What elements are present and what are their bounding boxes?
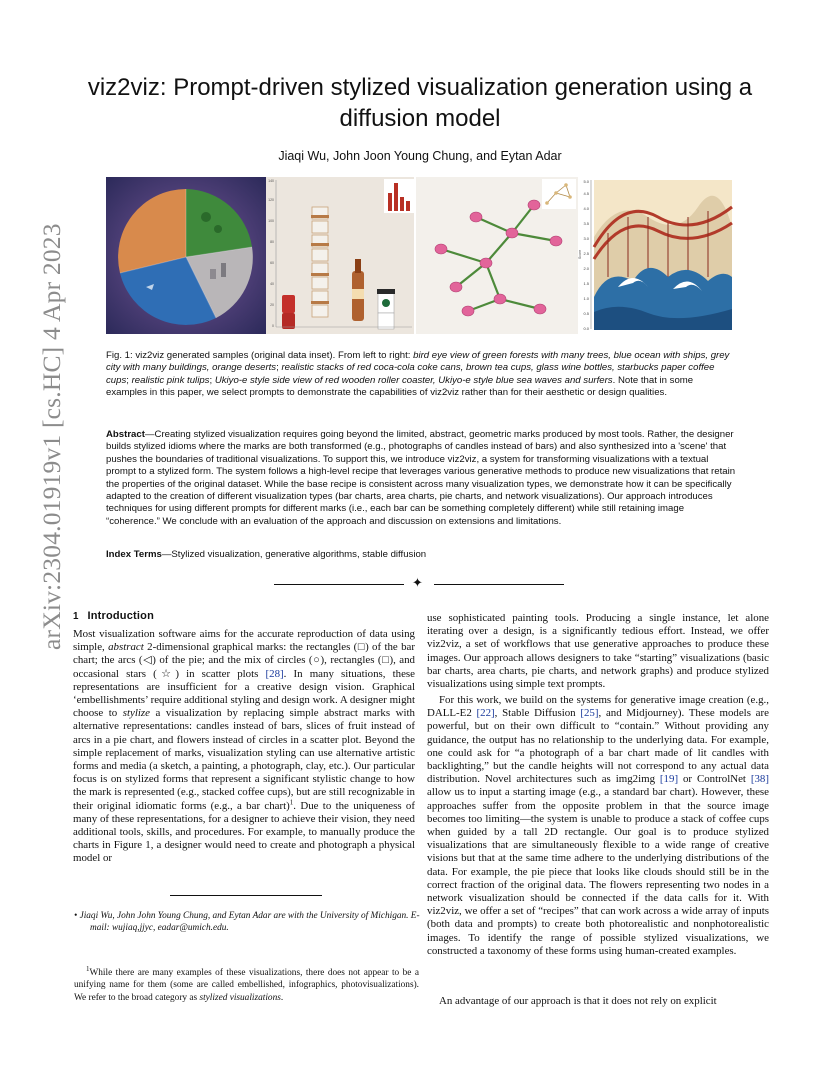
axis-tick: 4.5 [583,191,589,196]
citation-link[interactable]: [28] [265,667,284,680]
figure-panel-area [578,177,734,334]
figure-caption: Fig. 1: viz2viz generated samples (original data inset). From left to right: bird eye view of green forests with many trees, blue ocean with ships, grey city with many buildings, orange deserts; realistic stacks of red coca-cola coke cans, brown tea cups, glass wine bottles, starbucks paper coffee cups; realistic pink tulips; Ukiyo-e style side view of red wooden roller coaster, Ukiyo-e style blue sea waves and surfers. Note that in some examples in this paper, we select prompts to demonstrate the capabilities of viz2viz rather than for their aesthetic or design qualities. [106,350,730,399]
separator-line-right [434,584,564,585]
citation-link[interactable]: [38] [750,773,769,786]
index-terms-text: —Stylized visualization, generative algorithms, stable diffusion [161,549,427,560]
ukiyoe-area-illustration [578,177,734,334]
axis-tick: 0.0 [583,326,589,331]
citation-link[interactable]: [19] [659,773,679,786]
axis-tick: 60 [270,261,274,265]
axis-tick: 2.0 [583,266,589,271]
figure-panel-pie [106,177,266,334]
separator-line-left [274,584,404,585]
axis-tick: 100 [268,219,274,223]
axis-tick: 2.5 [583,251,589,256]
affiliation-note: • Jiaqi Wu, John John Young Chung, and Eytan Adar are with the University of Michigan. E-mail: wujiaq,jjyc, eadar@umich.edu. [74,911,420,934]
pie-illustration [106,177,266,334]
section-heading: 1 Introduction [73,610,154,622]
index-terms-label: Index Terms [106,549,162,560]
paper-authors: Jiaqi Wu, John Joon Young Chung, and Eytan Adar [278,149,562,163]
axis-tick: 3.5 [583,221,589,226]
axis-tick: 4.0 [583,206,589,211]
separator-star-icon: ✦ [412,576,423,591]
intro-paragraph-right-3: An advantage of our approach is that it does not rely on explicit [439,995,717,1007]
intro-paragraph-right-1: use sophisticated painting tools. Producing a single instance, let alone iterating over a design, is a significantly tedious effort. Instead, we offer viz2viz, a set of workflows that use generative approaches to produce these images. Our approach allows designers to take “starting” visualizations (basic bar charts, area charts, pie charts, and network graphs) and produce stylized visualizations using simple text prompts. [427,612,769,691]
axis-tick: 20 [270,303,274,307]
axis-tick: 1.0 [583,296,589,301]
footnote: $^1$While there are many examples of these visualizations, there does not appear to be a unifying name for them (some are called embellished, infographics, photovisualizations). We refer to the broad category as stylized visualizations. [74,964,419,1003]
axis-tick: 5.0 [583,179,589,184]
abstract-label: Abstract [106,429,145,440]
section-separator [274,578,564,592]
axis-tick: 3.0 [583,236,589,241]
axis-tick: 80 [270,240,274,244]
axis-tick: 40 [270,282,274,286]
figure-panel-network [416,177,578,334]
abstract-text: —Creating stylized visualization requires going beyond the limited, abstract, geometric marks produced by most tools. Rather, the designer builds stylized idioms where the marks are both transformed (e.g., photographs of candles instead of bars) and also synthesized into a 'scene' that pushes the boundaries of traditional visualizations. To support this, we introduce viz2viz, a system for transforming visualizations with a textual prompt to a stylized form. The system follows a high-level recipe that leverages various generative methods to produce new visualizations that retain the properties of the original dataset. While the base recipe is consistent across many visualization types, we demonstrate how it can be specifically adapted to the creation of different visualization types (bar charts, area charts, pie charts, and network visualizations). Our approach introduces techniques for using different prompts for different marks (i.e., each bar can be something completely different) while still retaining image “coherence.” We conclude with an evaluation of the approach and discussion on extensions and limitations. [106,429,736,527]
axis-tick: 0.5 [583,311,589,316]
axis-tick: 0 [272,324,274,328]
intro-paragraph-right-2: For this work, we build on the systems for generative image creation (e.g., DALL-E2 [22], Stable Diffusion [25], and Midjourney). These models are powerful, but on their own difficult to “contain.” Without providing any guidance, the output has no relationship to the underlying data. For example, one could ask for “a photograph of a bar chart made of lit candles with backlighting,” but the candle heights will not correspond to any actual data distribution. Novel architectures such as img2img [19] or ControlNet [38] allow us to input a starting image (e.g., a standard bar chart). However, these approaches suffer from the opposite problem in that the source image becomes too limiting—the system is unable to produce a stack of coffee cups when guided by a tall 2D rectangle. Our goal is to produce stylized visualizations that are simultaneously flexible to a wide range of creative visions but that at the same time adhere to the underlying distributions of the data. For example, the pie piece that looks like clouds should still be in the correct fraction of the original data. The flowers representing two nodes in a network visualization should be connected if the data calls for it. With viz2viz, we offer a set of “recipes” that can work across a wide array of inputs (both data and prompts) to create both photorealistic and nonphotorealistic images. To identify the range of possible stylized visualizations, we constructed a taxonomy of these forms using human-created examples. [427,694,769,957]
citation-link[interactable]: [22] [476,707,495,720]
footnote-rule [170,895,322,896]
index-terms [106,549,736,561]
arxiv-identifier-stamp: arXiv:2304.01919v1 [cs.HC] 4 Apr 2023 [37,223,66,650]
axis-tick: 120 [268,198,274,202]
axis-label: Score [578,249,582,259]
teaser-figure [106,177,734,334]
axis-tick: 140 [268,179,274,183]
citation-link[interactable]: [25] [580,707,599,720]
intro-paragraph-left: Most visualization software aims for the accurate reproduction of data using simple, abstract 2-dimensional graphical marks: the rectangles (□) of the bar chart; the arcs (◁) of the pie; and the mix of circles (○), rectangles (□), and occasional stars (☆) in scatter plots [28]. In many situations, these representations are insufficient for a creative design vision. Graphical ‘embellishments’ require additional styling and design work. A designer might choose to stylize a visualization by replacing simple abstract marks with alternative representations: candles instead of bars, slices of fruit instead of arcs in a pie chart, and flowers instead of circles in a scatter plot. Beyond the simple replacement of marks, visualization styling can use alternative artistic forms and media (a sketch, a painting, a photograph, clay, etc.). Our particular focus is on stylized forms that represent a significant stylistic change to how the mark is represented (e.g., stacked coffee cups), but are still recognizable in their original idiomatic forms (e.g., a bar chart)$^1$. Due to the uniqueness of many of these representations, for a designer to achieve their vision, they need additional tools, skills, and procedures. For example, to manually produce the charts in Figure 1, a designer would need to create and photograph a physical model or [73,628,415,865]
axis-tick: 1.5 [583,281,589,286]
abstract [106,429,736,528]
bar-chart-inset [384,179,414,213]
network-inset [542,179,576,209]
paper-title: viz2viz: Prompt-driven stylized visualization generation using a diffusion model [87,74,753,132]
footnote-marker[interactable]: 1 [289,798,294,807]
figure-panel-bars [266,177,414,334]
